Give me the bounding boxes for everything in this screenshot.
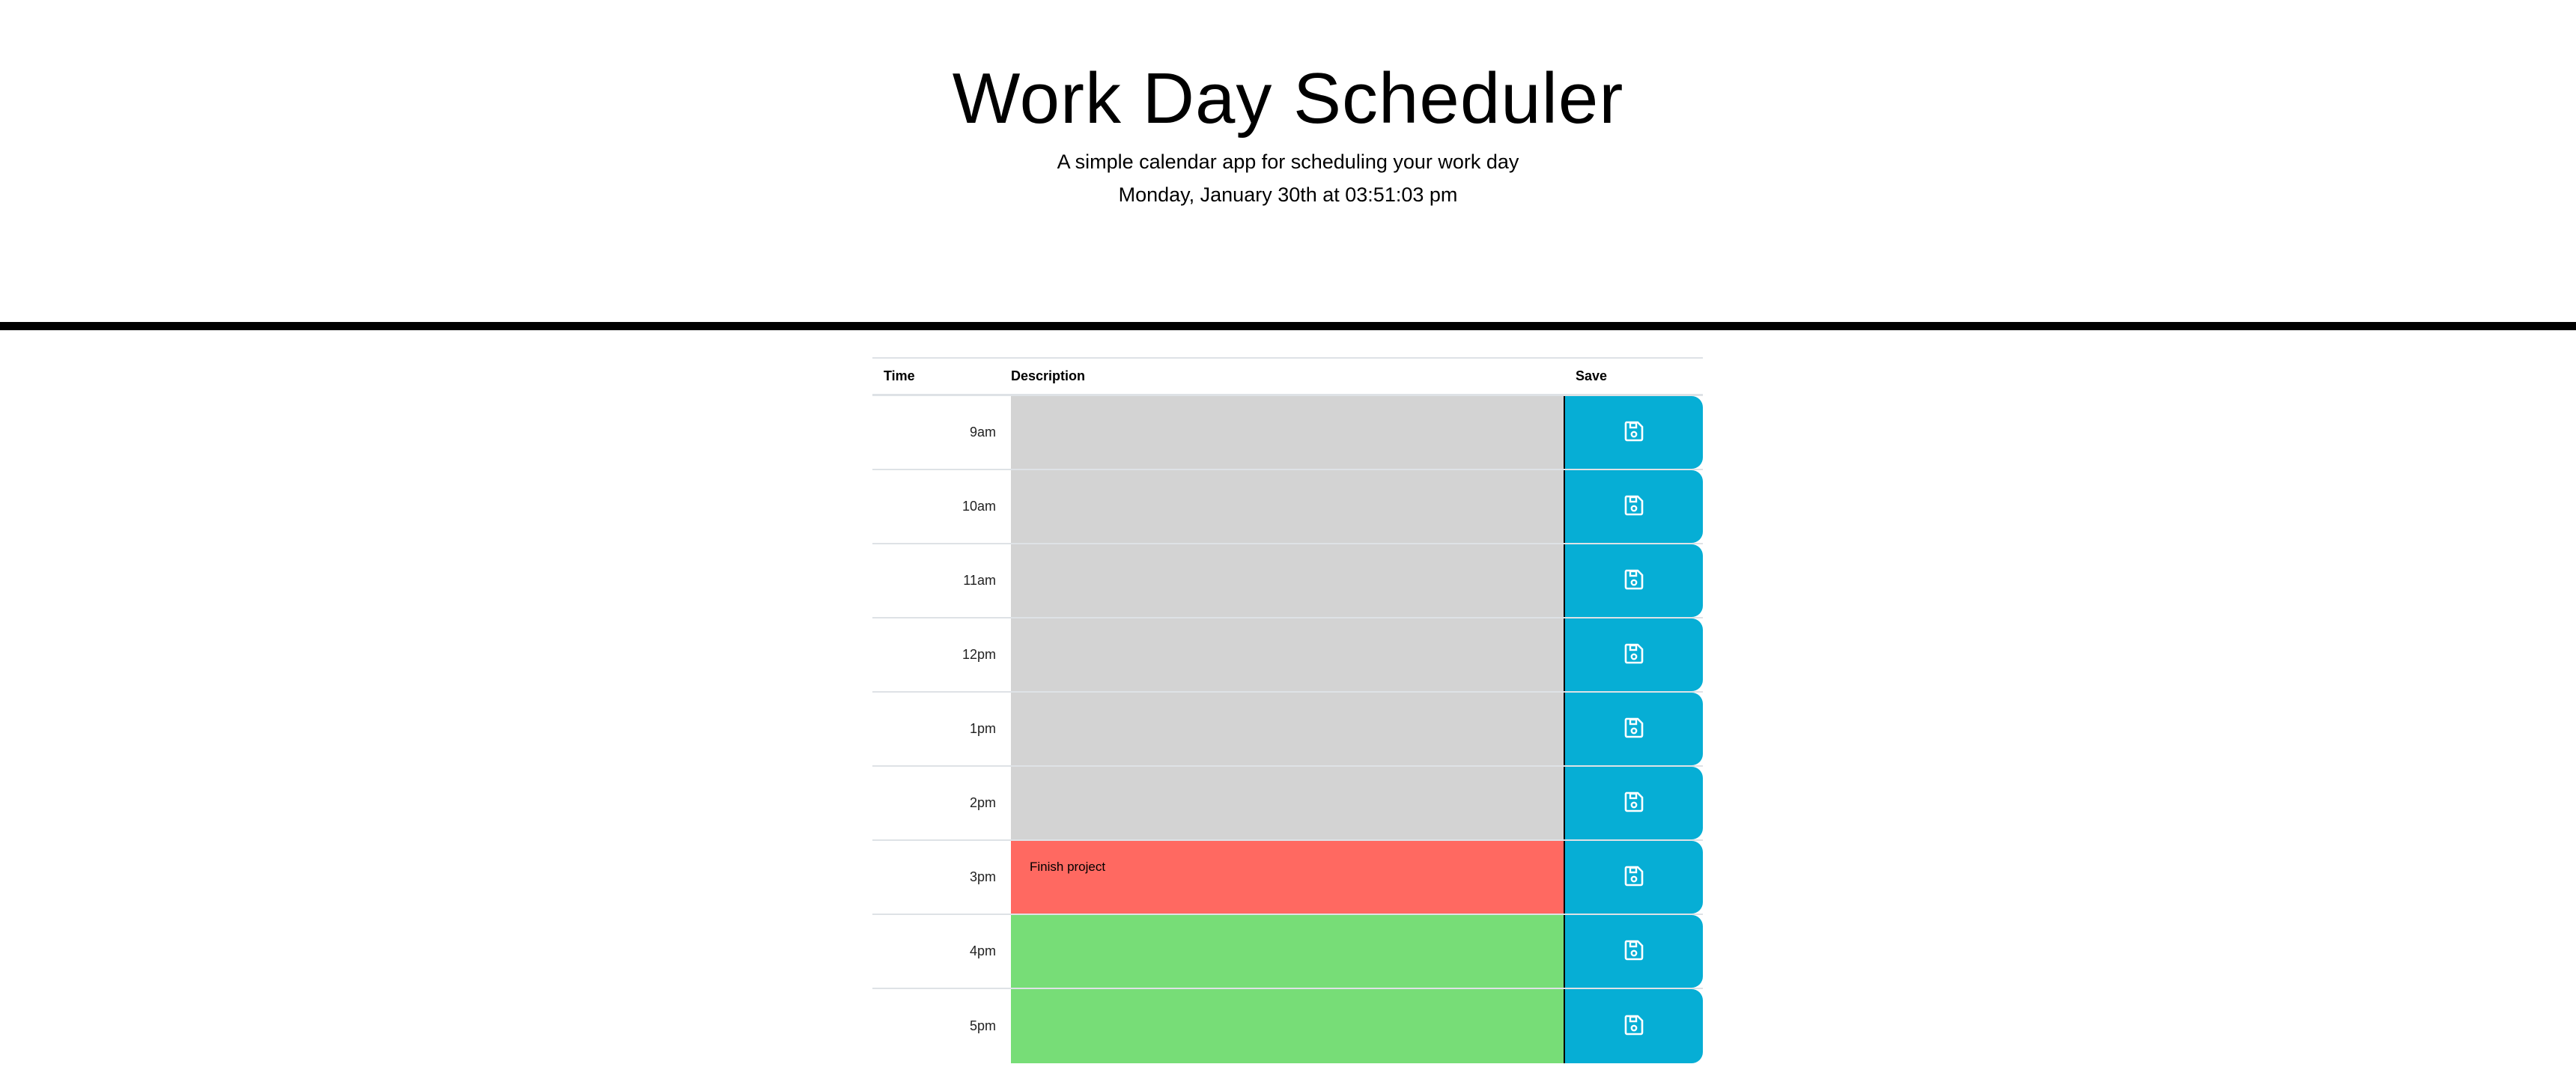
hour-label: 4pm — [969, 943, 996, 958]
description-input[interactable]: Finish project — [1011, 841, 1565, 914]
column-header-save: Save — [1576, 368, 1608, 383]
hour-label: 9am — [969, 425, 996, 440]
description-input[interactable] — [1011, 767, 1565, 839]
time-block-row-2pm — [872, 767, 1703, 841]
page-title: Work Day Scheduler — [952, 58, 1624, 139]
description-input[interactable] — [1011, 693, 1565, 765]
floppy-disk-icon — [1624, 717, 1644, 741]
save-button[interactable] — [1565, 841, 1703, 914]
page-header — [0, 0, 2576, 322]
floppy-disk-icon — [1624, 421, 1644, 444]
description-input[interactable] — [1011, 544, 1565, 617]
hour-label: 1pm — [969, 721, 996, 736]
time-block-row-11am — [872, 544, 1703, 618]
save-button[interactable] — [1565, 544, 1703, 617]
hour-label: 10am — [962, 499, 996, 514]
description-input[interactable] — [1011, 618, 1565, 691]
time-block-row-9am — [872, 396, 1703, 470]
page-subtitle: A simple calendar app for scheduling your work day — [1057, 151, 1519, 173]
column-header-description: Description — [1011, 368, 1086, 383]
hour-label: 11am — [963, 573, 996, 588]
schedule-table — [872, 357, 1703, 1063]
description-input[interactable] — [1011, 915, 1565, 988]
save-button[interactable] — [1565, 915, 1703, 988]
hour-label: 2pm — [969, 795, 996, 810]
column-header-time: Time — [884, 368, 915, 383]
table-header — [872, 359, 1703, 396]
time-block-row-4pm — [872, 915, 1703, 989]
time-block-row-12pm — [872, 618, 1703, 693]
floppy-disk-icon — [1624, 1015, 1644, 1038]
description-input[interactable] — [1011, 989, 1565, 1063]
save-button[interactable] — [1565, 989, 1703, 1063]
description-input[interactable] — [1011, 470, 1565, 543]
description-input[interactable] — [1011, 396, 1565, 469]
floppy-disk-icon — [1624, 866, 1644, 889]
hour-label: 5pm — [969, 1018, 996, 1033]
floppy-disk-icon — [1624, 940, 1644, 963]
table-body — [872, 396, 1703, 1063]
time-block-row-3pm — [872, 841, 1703, 915]
floppy-disk-icon — [1624, 791, 1644, 815]
save-button[interactable] — [1565, 396, 1703, 469]
header-divider — [0, 322, 2576, 330]
floppy-disk-icon — [1624, 643, 1644, 666]
save-button[interactable] — [1565, 470, 1703, 543]
save-button[interactable] — [1565, 767, 1703, 839]
hour-label: 12pm — [962, 647, 996, 662]
floppy-disk-icon — [1624, 569, 1644, 592]
floppy-disk-icon — [1624, 495, 1644, 518]
time-block-row-10am — [872, 470, 1703, 544]
current-date: Monday, January 30th at 03:51:03 pm — [1118, 183, 1458, 206]
hour-label: 3pm — [969, 869, 996, 884]
save-button[interactable] — [1565, 693, 1703, 765]
save-button[interactable] — [1565, 618, 1703, 691]
time-block-row-5pm — [872, 989, 1703, 1063]
time-block-row-1pm — [872, 693, 1703, 767]
